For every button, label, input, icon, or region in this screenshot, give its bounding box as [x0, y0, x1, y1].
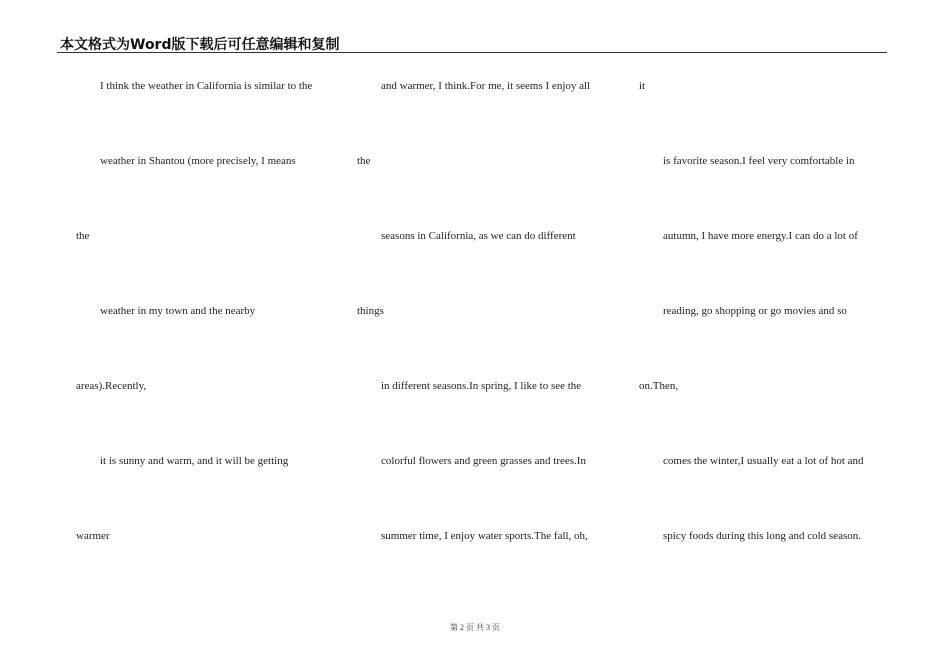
- body-text-line: and warmer, I think.For me, it seems I enjoy all: [381, 80, 591, 92]
- body-text-line: autumn, I have more energy.I can do a lot of: [663, 230, 858, 242]
- body-text-line: seasons in California, as we can do different: [381, 230, 576, 242]
- body-text-line: the: [357, 155, 371, 167]
- page-header-title: 本文格式为Word版下载后可任意编辑和复制: [60, 37, 340, 53]
- body-text-line: summer time, I enjoy water sports.The fall, oh,: [381, 530, 588, 542]
- body-text-line: areas).Recently,: [76, 380, 147, 392]
- body-text-line: things: [357, 305, 384, 317]
- page-number: 第 2 页 共 3 页: [450, 623, 500, 632]
- header-divider: [57, 52, 887, 53]
- body-text-line: reading, go shopping or go movies and so: [663, 305, 847, 317]
- body-text-line: warmer: [76, 530, 110, 542]
- body-text-line: spicy foods during this long and cold season.: [663, 530, 861, 542]
- body-text-line: I think the weather in California is similar to the: [100, 80, 313, 92]
- body-text-line: in different seasons.In spring, I like to see the: [381, 380, 582, 392]
- body-text-line: is favorite season.I feel very comfortable in: [663, 155, 855, 167]
- body-text-line: it: [639, 80, 646, 92]
- body-text-line: on.Then,: [639, 380, 679, 392]
- body-text-line: comes the winter,I usually eat a lot of hot and: [663, 455, 864, 467]
- body-text-line: weather in Shantou (more precisely, I means: [100, 155, 296, 167]
- body-text-line: colorful flowers and green grasses and trees.In: [381, 455, 586, 467]
- body-text-line: it is sunny and warm, and it will be getting: [100, 455, 289, 467]
- body-text-line: weather in my town and the nearby: [100, 305, 256, 317]
- body-text-line: the: [76, 230, 90, 242]
